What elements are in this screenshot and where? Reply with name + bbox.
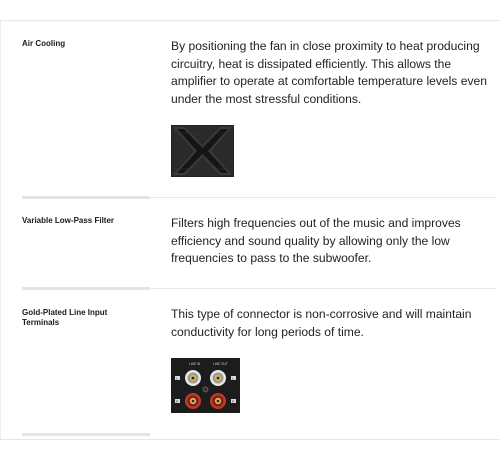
left-label-out: L: [232, 376, 234, 381]
right-label-out: R: [232, 399, 235, 404]
feature-description: By positioning the fan in close proximity to heat producing circuitry, heat is dissipated efficiently. This allows the amplifier to operate at comfortable temperature levels even under the most stressful conditions.: [171, 39, 487, 106]
heatsink-x-icon: [171, 125, 234, 177]
section-divider-line: [150, 288, 497, 289]
feature-title: Air Cooling: [22, 39, 66, 48]
bottom-border: [0, 439, 500, 440]
section-divider: [22, 196, 150, 199]
section-divider: [22, 433, 150, 436]
feature-description: This type of connector is non-corrosive and will maintain conductivity for long periods of time.: [171, 307, 472, 339]
feature-description: Filters high frequencies out of the music and improves efficiency and sound quality by allowing only the low frequencies to pass to the subwoofer.: [171, 216, 461, 265]
line-in-label: LINE IN: [189, 362, 201, 366]
left-border: [0, 20, 1, 440]
rca-terminals-icon: [171, 358, 240, 413]
heatsink-x-image: [171, 125, 234, 182]
section-divider: [22, 287, 150, 290]
feature-title: Gold-Plated Line Input Terminals: [22, 308, 108, 327]
right-label: R: [176, 399, 179, 404]
rca-terminals-image: [171, 358, 240, 418]
top-border: [0, 20, 500, 21]
line-out-label: LINE OUT: [213, 362, 228, 366]
section-divider-line: [150, 197, 497, 198]
left-label: L: [176, 376, 178, 381]
feature-title: Variable Low-Pass Filter: [22, 216, 115, 225]
